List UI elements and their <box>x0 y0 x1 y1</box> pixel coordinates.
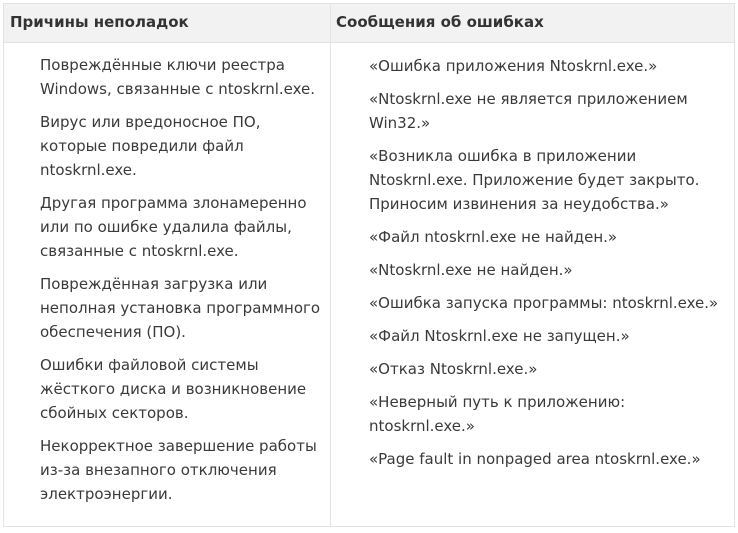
messages-cell <box>331 43 734 526</box>
cause-item-line: Вирус или вредоносное ПО, <box>40 113 261 131</box>
error-message-item-line: «Ошибка приложения Ntoskrnl.exe.» <box>369 57 658 75</box>
cause-item <box>40 53 330 101</box>
header-messages: Сообщения об ошибках <box>336 13 544 31</box>
error-message-item-line: «Файл ntoskrnl.exe не найден.» <box>369 228 618 246</box>
error-message-item-line: Приносим извинения за неудобства.» <box>369 195 669 213</box>
cause-item-line: сбойных секторов. <box>40 404 189 422</box>
error-message-item-line: Ntoskrnl.exe. Приложение будет закрыто. <box>369 171 700 189</box>
cause-item <box>40 272 330 344</box>
cause-item <box>40 110 330 182</box>
error-message-item <box>369 144 734 216</box>
error-message-item-line: «Неверный путь к приложению: <box>369 393 626 411</box>
cause-item-line: электроэнергии. <box>40 485 173 503</box>
cause-item-line: или по ошибке удалила файлы, <box>40 218 292 236</box>
error-message-item <box>369 258 734 282</box>
cause-item-line: Ошибки файловой системы <box>40 356 259 374</box>
causes-cell <box>4 43 331 526</box>
error-message-item-line: «Ошибка запуска программы: ntoskrnl.exe.» <box>369 294 719 312</box>
cause-item-line: из-за внезапного отключения <box>40 461 277 479</box>
causes-list <box>4 43 330 506</box>
cause-item-line: Другая программа злонамеренно <box>40 194 307 212</box>
cause-item-line: неполная установка программного <box>40 299 321 317</box>
cause-item-line: жёсткого диска и возникновение <box>40 380 307 398</box>
error-message-item-line: «Ntoskrnl.exe не найден.» <box>369 261 573 279</box>
error-message-item-line: «Ntoskrnl.exe не является приложением <box>369 90 688 108</box>
table-body-row <box>4 43 734 526</box>
error-message-item-line: Win32.» <box>369 114 431 132</box>
error-message-item <box>369 390 734 438</box>
causes-errors-table <box>3 3 735 527</box>
cause-item-line: обеспечения (ПО). <box>40 323 186 341</box>
cause-item <box>40 434 330 506</box>
error-message-item-line: «Page fault in nonpaged area ntoskrnl.exe.» <box>369 450 701 468</box>
cause-item-line: Повреждённая загрузка или <box>40 275 268 293</box>
cause-item <box>40 353 330 425</box>
cause-item-line: Некорректное завершение работы <box>40 437 317 455</box>
cause-item <box>40 191 330 263</box>
table-header-row <box>4 4 734 43</box>
error-message-item <box>369 324 734 348</box>
error-message-item <box>369 54 734 78</box>
cause-item-line: Повреждённые ключи реестра <box>40 56 285 74</box>
error-message-item <box>369 87 734 135</box>
error-message-item <box>369 357 734 381</box>
error-message-item-line: «Возникла ошибка в приложении <box>369 147 637 165</box>
header-causes: Причины неполадок <box>4 4 331 42</box>
error-message-item <box>369 291 734 315</box>
error-message-item-line: ntoskrnl.exe.» <box>369 417 475 435</box>
error-message-item <box>369 447 734 471</box>
error-message-item <box>369 225 734 249</box>
cause-item-line: ntoskrnl.exe. <box>40 161 137 179</box>
cause-item-line: которые повредили файл <box>40 137 244 155</box>
cause-item-line: связанные с ntoskrnl.exe. <box>40 242 239 260</box>
cause-item-line: Windows, связанные с ntoskrnl.exe. <box>40 80 316 98</box>
messages-list <box>331 43 734 471</box>
error-message-item-line: «Отказ Ntoskrnl.exe.» <box>369 360 538 378</box>
error-message-item-line: «Файл Ntoskrnl.exe не запущен.» <box>369 327 630 345</box>
